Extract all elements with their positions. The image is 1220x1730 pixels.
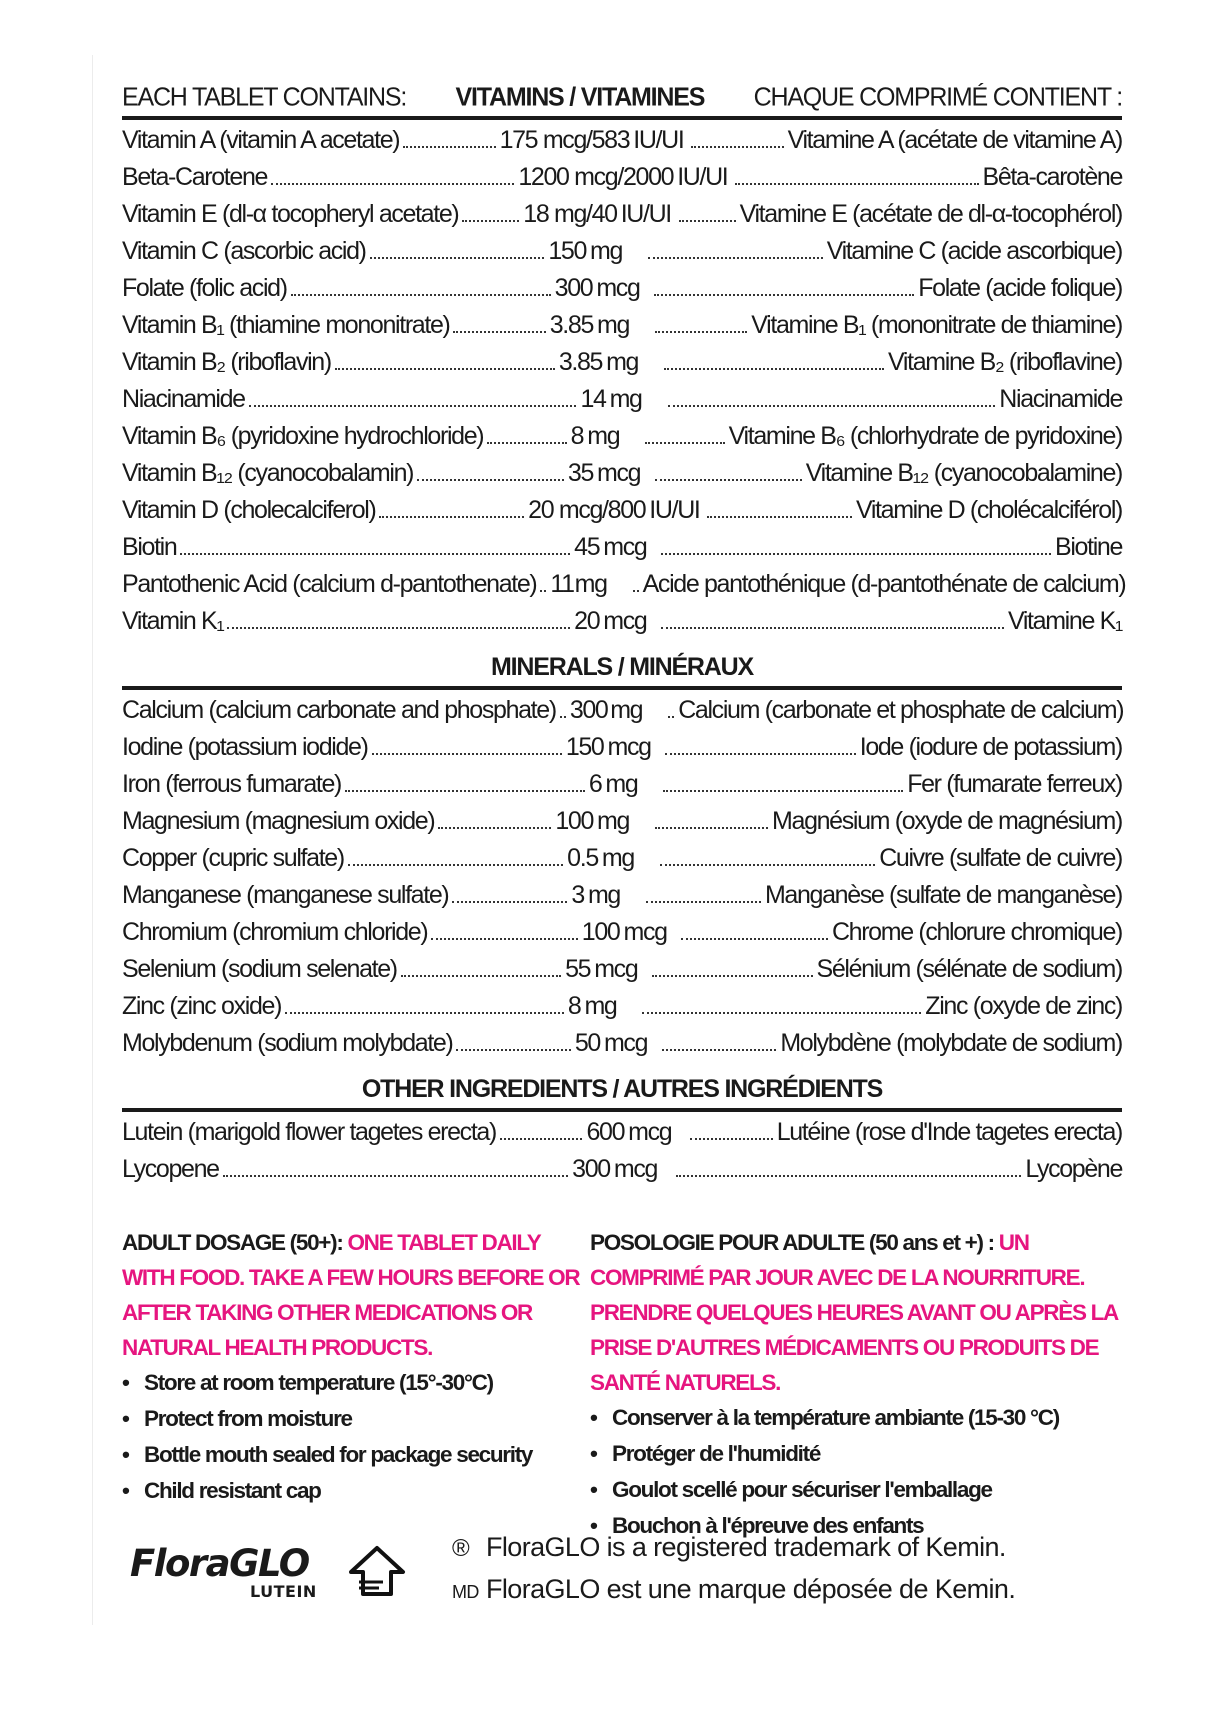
leader-dots <box>500 1138 583 1140</box>
ingredient-row <box>122 881 1122 918</box>
ingredient-amount: 3.85 <box>549 311 594 339</box>
ingredient-amount: 300 <box>572 1155 610 1183</box>
ingredient-name-en: Vitamin B₁₂ (cyanocobalamin) <box>122 459 414 487</box>
row-right <box>677 918 1122 947</box>
leader-dots <box>417 479 564 481</box>
ingredient-amount: 300 <box>554 274 593 302</box>
ingredient-unit: mg <box>597 311 630 339</box>
leader-dots <box>285 1012 564 1014</box>
bullet-text: Store at room temperature (15°-30°C) <box>144 1370 493 1395</box>
minerals-title: MINERALS / MINÉRAUX <box>491 653 753 681</box>
ingredient-name-en: Niacinamide <box>122 385 245 413</box>
leader-dots <box>249 405 577 407</box>
ingredient-unit: mcg <box>613 1155 658 1183</box>
bullet-item <box>590 1400 1122 1436</box>
row-left <box>122 918 619 947</box>
ingredient-name-en: Lycopene <box>122 1155 219 1183</box>
bullet-item <box>122 1437 590 1473</box>
arrow-logo-icon <box>347 1542 409 1600</box>
ingredient-unit: IU/UI <box>649 496 700 524</box>
leader-dots <box>452 901 567 903</box>
ingredient-name-fr: Sélénium (sélénate de sodium) <box>816 955 1122 983</box>
ingredient-amount: 150 <box>548 237 587 265</box>
ingredient-name-en: Iodine (potassium iodide) <box>122 733 368 761</box>
row-right <box>651 807 1122 836</box>
ingredient-amount: 150 <box>565 733 604 761</box>
bullet-icon: • <box>122 1370 129 1395</box>
leader-dots <box>646 901 761 903</box>
dosage-instructions-en: ONE TABLET DAILY WITH FOOD. TAKE A FEW HOURS BEFORE OR AFTER TAKING OTHER MEDICATIONS OR NATURAL HEALTH PRODUCTS. <box>122 1230 580 1360</box>
bullet-text: Bottle mouth sealed for package security <box>144 1442 533 1467</box>
bullet-item <box>122 1401 590 1437</box>
ingredient-name-fr: Vitamine B₁₂ (cyanocobalamine) <box>805 459 1122 487</box>
ingredient-amount: 1200 mcg/2000 <box>518 163 674 191</box>
ingredient-amount: 6 <box>588 770 602 798</box>
ingredient-amount: 50 <box>574 1029 600 1057</box>
ingredient-unit: mg <box>597 807 630 835</box>
ingredient-name-fr: Niacinamide <box>999 385 1123 413</box>
ingredient-name-fr: Bêta-carotène <box>982 163 1122 191</box>
row-right <box>650 274 1122 303</box>
row-left <box>122 881 584 910</box>
leader-dots <box>655 331 747 333</box>
leader-dots <box>227 627 570 629</box>
registered-mark: ® <box>452 1535 470 1562</box>
leader-dots <box>560 716 566 718</box>
leader-dots <box>662 1049 776 1051</box>
row-right <box>659 770 1122 799</box>
leader-dots <box>663 790 903 792</box>
ingredient-unit: mcg <box>594 955 638 983</box>
logo-subtext: LUTEIN <box>250 1581 317 1601</box>
ingredient-name-fr: Acide pantothénique (d-pantothénate de calcium) <box>642 570 1126 598</box>
ingredient-name-en: Manganese (manganese sulfate) <box>122 881 449 909</box>
ingredient-row <box>122 459 1122 496</box>
dosage-english <box>122 1225 590 1544</box>
floraglo-logo <box>122 1534 422 1606</box>
ingredient-name-en: Vitamin E (dl-α tocopheryl acetate) <box>122 200 459 228</box>
leader-dots <box>660 864 875 866</box>
row-right <box>661 733 1122 762</box>
ingredient-amount: 3.85 <box>558 348 603 376</box>
ingredient-row <box>122 607 1122 644</box>
ingredient-unit: mg <box>609 385 642 413</box>
leader-dots <box>668 405 996 407</box>
leader-dots <box>633 590 639 592</box>
logo-wordmark: FloraGLO <box>130 1541 309 1585</box>
row-left <box>122 607 599 636</box>
ingredient-name-fr: Zinc (oxyde de zinc) <box>925 992 1122 1020</box>
footer <box>122 1527 1122 1612</box>
leader-dots <box>655 479 802 481</box>
row-left <box>122 200 617 229</box>
row-right <box>703 496 1122 525</box>
bullet-text: Protéger de l'humidité <box>612 1441 821 1466</box>
bullet-item <box>122 1365 590 1401</box>
ingredient-name-fr: Molybdène (molybdate de sodium) <box>780 1029 1123 1057</box>
ingredient-row <box>122 1029 1122 1066</box>
ingredient-name-fr: Lutéine (rose d'Inde tagetes erecta) <box>776 1118 1122 1146</box>
leader-dots <box>345 790 585 792</box>
ingredient-name-en: Vitamin K₁ <box>122 607 224 635</box>
ingredient-row <box>122 955 1122 992</box>
ingredient-amount: 55 <box>565 955 591 983</box>
trademark-fr: FloraGLO est une marque déposée de Kemin. <box>486 1574 1016 1604</box>
row-right <box>638 992 1122 1021</box>
leader-dots <box>180 553 570 555</box>
ingredient-name-en: Magnesium (magnesium oxide) <box>122 807 435 835</box>
row-left <box>122 992 580 1021</box>
dosage-text-en <box>122 1225 590 1365</box>
ingredient-amount: 35 <box>567 459 593 487</box>
row-right <box>658 1029 1122 1058</box>
ingredient-name-fr: Manganèse (sulfate de manganèse) <box>764 881 1123 909</box>
ingredient-amount: 0.5 <box>567 844 598 872</box>
dosage-instructions-fr: UN COMPRIMÉ PAR JOUR AVEC DE LA NOURRITURE. PRENDRE QUELQUES HEURES AVANT OU APRÈS LA PRISE D'AUTRES MÉDICAMENTS OU PRODUITS DE SANTÉ NATURELS. <box>590 1230 1118 1395</box>
row-right <box>664 385 1122 414</box>
bullet-item <box>590 1436 1122 1472</box>
leader-dots <box>652 975 812 977</box>
row-right <box>675 200 1122 229</box>
ingredient-name-fr: Iode (iodure de potassium) <box>859 733 1123 761</box>
row-left <box>122 385 606 414</box>
row-right <box>687 126 1122 155</box>
row-left <box>122 955 590 984</box>
ingredient-amount: 18 mg/40 <box>523 200 617 228</box>
ingredient-name-en: Vitamin B₁ (thiamine mononitrate) <box>122 311 450 339</box>
row-left <box>122 533 599 562</box>
ingredient-unit: mcg <box>603 533 647 561</box>
ingredient-amount: 45 <box>574 533 600 561</box>
leader-dots <box>645 442 724 444</box>
dosage-text-fr <box>590 1225 1122 1400</box>
ingredient-name-fr: Cuivre (sulfate de cuivre) <box>879 844 1122 872</box>
ingredient-name-fr: Vitamine B₂ (riboflavine) <box>888 348 1122 376</box>
ingredient-unit: mcg <box>596 274 640 302</box>
ingredient-row <box>122 496 1122 533</box>
leader-dots <box>648 257 823 259</box>
ingredient-name-fr: Vitamine C (acide ascorbique) <box>826 237 1123 265</box>
ingredient-name-fr: Biotine <box>1055 533 1123 561</box>
ingredient-row <box>122 311 1122 348</box>
ingredient-row <box>122 385 1122 422</box>
leader-dots <box>655 827 768 829</box>
ingredient-row <box>122 200 1122 237</box>
dosage-label-en: ADULT DOSAGE (50+): <box>122 1230 348 1255</box>
leader-dots <box>379 516 524 518</box>
ingredient-amount: 11 <box>550 570 574 598</box>
ingredient-row <box>122 770 1122 807</box>
ingredient-unit: IU/UI <box>677 163 728 191</box>
leader-dots <box>691 146 783 148</box>
ingredient-name-fr: Vitamine A (acétate de vitamine A) <box>787 126 1123 154</box>
bullet-icon: • <box>122 1478 129 1503</box>
trademark-en: FloraGLO is a registered trademark of Kemin. <box>486 1532 1006 1562</box>
row-right <box>660 348 1122 377</box>
leader-dots <box>372 753 562 755</box>
leader-dots <box>438 827 551 829</box>
ingredient-name-en: Zinc (zinc oxide) <box>122 992 282 1020</box>
ingredient-unit: mcg <box>628 1118 672 1146</box>
leader-dots <box>431 938 577 940</box>
supplement-facts-panel <box>122 76 1126 1192</box>
leader-dots <box>335 368 555 370</box>
bullet-icon: • <box>122 1442 129 1467</box>
ingredient-name-fr: Chrome (chlorure chromique) <box>831 918 1122 946</box>
row-left <box>122 844 598 873</box>
header-left: EACH TABLET CONTAINS: <box>122 82 407 112</box>
ingredient-unit: mg <box>574 570 607 598</box>
bullet-text: Bouchon à l'épreuve des enfants <box>612 1513 924 1538</box>
leader-dots <box>676 1175 1021 1177</box>
dosage-section <box>122 1225 1122 1544</box>
leader-dots <box>401 975 561 977</box>
ingredient-name-fr: Vitamine K₁ <box>1007 607 1123 635</box>
vitamins-list <box>122 126 1126 644</box>
ingredient-row <box>122 733 1122 770</box>
ingredient-name-en: Vitamin D (cholecalciferol) <box>122 496 376 524</box>
ingredient-row <box>122 1118 1122 1155</box>
ingredient-row <box>122 1155 1122 1192</box>
row-left <box>122 1155 610 1184</box>
ingredient-unit: mcg <box>623 918 667 946</box>
bullet-icon: • <box>590 1441 597 1466</box>
ingredient-name-fr: Lycopène <box>1025 1155 1123 1183</box>
bullet-item <box>590 1472 1122 1508</box>
ingredient-row <box>122 422 1122 459</box>
ingredient-row <box>122 696 1122 733</box>
ingredient-unit: mg <box>606 348 639 376</box>
leader-dots <box>642 1012 921 1014</box>
ingredient-name-en: Beta-Carotene <box>122 163 268 191</box>
ingredient-name-en: Molybdenum (sodium molybdate) <box>122 1029 453 1057</box>
ingredient-name-en: Vitamin B₆ (pyridoxine hydrochloride) <box>122 422 484 450</box>
ingredient-unit: mg <box>605 770 638 798</box>
ingredient-name-en: Biotin <box>122 533 177 561</box>
panel-header <box>122 75 1122 113</box>
ingredient-row <box>122 126 1122 163</box>
ingredient-unit: mg <box>610 696 643 724</box>
row-right <box>657 533 1122 562</box>
bullet-text: Child resistant cap <box>144 1478 321 1503</box>
leader-dots <box>462 220 519 222</box>
row-right <box>664 696 1122 725</box>
ingredient-row <box>122 844 1122 881</box>
row-right <box>644 237 1122 266</box>
leader-dots <box>654 294 914 296</box>
ingredient-name-en: Selenium (sodium selenate) <box>122 955 397 983</box>
ingredient-name-en: Vitamin B₂ (riboflavin) <box>122 348 331 376</box>
row-right <box>656 844 1122 873</box>
ingredient-amount: 8 <box>567 992 581 1020</box>
row-right <box>672 1155 1122 1184</box>
ingredient-name-en: Vitamin C (ascorbic acid) <box>122 237 366 265</box>
row-right <box>642 881 1122 910</box>
leader-dots <box>690 1138 773 1140</box>
ingredient-unit: mg <box>584 992 617 1020</box>
divider <box>122 116 1122 120</box>
ingredient-name-fr: Magnésium (oxyde de magnésium) <box>772 807 1123 835</box>
row-left <box>122 807 593 836</box>
ingredient-amount: 175 mcg/583 <box>499 126 630 154</box>
ingredient-name-en: Chromium (chromium chloride) <box>122 918 428 946</box>
ingredient-unit: mg <box>587 422 620 450</box>
leader-dots <box>735 183 978 185</box>
row-left <box>122 733 603 762</box>
ingredient-unit: mcg <box>607 733 651 761</box>
ingredient-amount: 3 <box>571 881 584 909</box>
row-left <box>122 274 592 303</box>
row-left <box>122 770 601 799</box>
bullet-icon: • <box>590 1513 597 1538</box>
dosage-french <box>590 1225 1122 1544</box>
leader-dots <box>665 753 855 755</box>
ingredient-name-en: Vitamin A (vitamin A acetate) <box>122 126 400 154</box>
row-left <box>122 163 673 192</box>
bullet-icon: • <box>590 1477 597 1502</box>
row-right <box>651 459 1122 488</box>
row-left <box>122 459 593 488</box>
ingredient-name-fr: Vitamine B₆ (chlorhydrate de pyridoxine) <box>728 422 1122 450</box>
ingredient-unit: IU/UI <box>633 126 684 154</box>
row-right <box>651 311 1122 340</box>
leader-dots <box>291 294 551 296</box>
leader-dots <box>456 1049 570 1051</box>
ingredient-row <box>122 348 1122 385</box>
row-left <box>122 422 583 451</box>
ingredient-amount: 14 <box>580 385 606 413</box>
ingredient-row <box>122 807 1122 844</box>
ingredient-unit: mcg <box>603 607 647 635</box>
row-left <box>122 1118 624 1147</box>
ingredient-name-en: Folate (folic acid) <box>122 274 287 302</box>
row-left <box>122 348 602 377</box>
ingredient-amount: 600 <box>586 1118 625 1146</box>
bullets-en <box>122 1365 590 1509</box>
ingredient-unit: IU/UI <box>620 200 671 228</box>
leader-dots <box>707 516 852 518</box>
row-left <box>122 696 606 725</box>
ingredient-unit: mg <box>590 237 623 265</box>
ingredient-row <box>122 163 1122 200</box>
leader-dots <box>679 220 736 222</box>
leader-dots <box>370 257 545 259</box>
ingredient-name-en: Calcium (calcium carbonate and phosphate) <box>122 696 556 724</box>
minerals-list <box>122 696 1122 1066</box>
leader-dots <box>661 627 1004 629</box>
row-right <box>731 163 1122 192</box>
ingredient-row <box>122 570 1126 607</box>
ingredient-row <box>122 237 1122 274</box>
other-title: OTHER INGREDIENTS / AUTRES INGRÉDIENTS <box>361 1075 883 1103</box>
divider <box>122 686 1122 690</box>
leader-dots <box>681 938 827 940</box>
row-left <box>122 237 586 266</box>
row-left <box>122 311 593 340</box>
ingredient-amount: 100 <box>581 918 620 946</box>
bullets-fr <box>590 1400 1122 1544</box>
ingredient-amount: 300 <box>569 696 608 724</box>
ingredient-unit: mg <box>587 881 620 909</box>
divider <box>122 1108 1122 1112</box>
ingredient-unit: mg <box>601 844 634 872</box>
leader-dots <box>348 864 563 866</box>
leader-dots <box>487 442 566 444</box>
bullet-text: Conserver à la température ambiante (15-30 °C) <box>612 1405 1059 1430</box>
other-list <box>122 1118 1122 1192</box>
row-right <box>648 955 1122 984</box>
ingredient-name-en: Pantothenic Acid (calcium d-pantothenate) <box>122 570 537 598</box>
ingredient-name-fr: Vitamine D (cholécalciférol) <box>855 496 1123 524</box>
leader-dots <box>223 1175 568 1177</box>
left-edge-line <box>92 55 93 1625</box>
dosage-label-fr: POSOLOGIE POUR ADULTE (50 ans et +) : <box>590 1230 999 1255</box>
ingredient-row <box>122 992 1122 1029</box>
ingredient-amount: 20 mcg/800 <box>528 496 646 524</box>
row-left <box>122 496 645 525</box>
ingredient-name-fr: Fer (fumarate ferreux) <box>907 770 1123 798</box>
leader-dots <box>453 331 545 333</box>
md-mark: MD <box>452 1582 479 1602</box>
leader-dots <box>664 368 884 370</box>
row-right <box>641 422 1122 451</box>
ingredient-row <box>122 918 1122 955</box>
leader-dots <box>271 183 514 185</box>
ingredient-row <box>122 274 1122 311</box>
row-left <box>122 570 574 599</box>
ingredient-row <box>122 533 1122 570</box>
ingredient-name-fr: Vitamine E (acétate de dl-α-tocophérol) <box>739 200 1123 228</box>
ingredient-unit: mcg <box>597 459 641 487</box>
bullet-icon: • <box>590 1405 597 1430</box>
header-right: CHAQUE COMPRIMÉ CONTIENT : <box>753 82 1122 112</box>
bullet-item <box>122 1473 590 1509</box>
ingredient-amount: 8 <box>570 422 584 450</box>
trademark-notice <box>452 1527 1015 1612</box>
row-right <box>686 1118 1122 1147</box>
row-left <box>122 126 629 155</box>
header-center: VITAMINS / VITAMINES <box>455 82 705 112</box>
leader-dots <box>403 146 495 148</box>
ingredient-name-en: Copper (cupric sulfate) <box>122 844 344 872</box>
bullet-text: Goulot scellé pour sécuriser l'emballage <box>612 1477 992 1502</box>
ingredient-name-fr: Folate (acide folique) <box>918 274 1123 302</box>
leader-dots <box>540 590 546 592</box>
leader-dots <box>668 716 674 718</box>
ingredient-amount: 100 <box>555 807 594 835</box>
row-right <box>657 607 1122 636</box>
ingredient-name-en: Lutein (marigold flower tagetes erecta) <box>122 1118 496 1146</box>
leader-dots <box>661 553 1051 555</box>
bullet-icon: • <box>122 1406 129 1431</box>
ingredient-name-fr: Vitamine B₁ (mononitrate de thiamine) <box>751 311 1123 339</box>
ingredient-amount: 20 <box>574 607 600 635</box>
ingredient-unit: mcg <box>603 1029 648 1057</box>
ingredient-name-en: Iron (ferrous fumarate) <box>122 770 342 798</box>
bullet-text: Protect from moisture <box>144 1406 352 1431</box>
ingredient-name-fr: Calcium (carbonate et phosphate de calcium) <box>678 696 1124 724</box>
row-left <box>122 1029 600 1058</box>
row-right <box>629 570 1126 599</box>
